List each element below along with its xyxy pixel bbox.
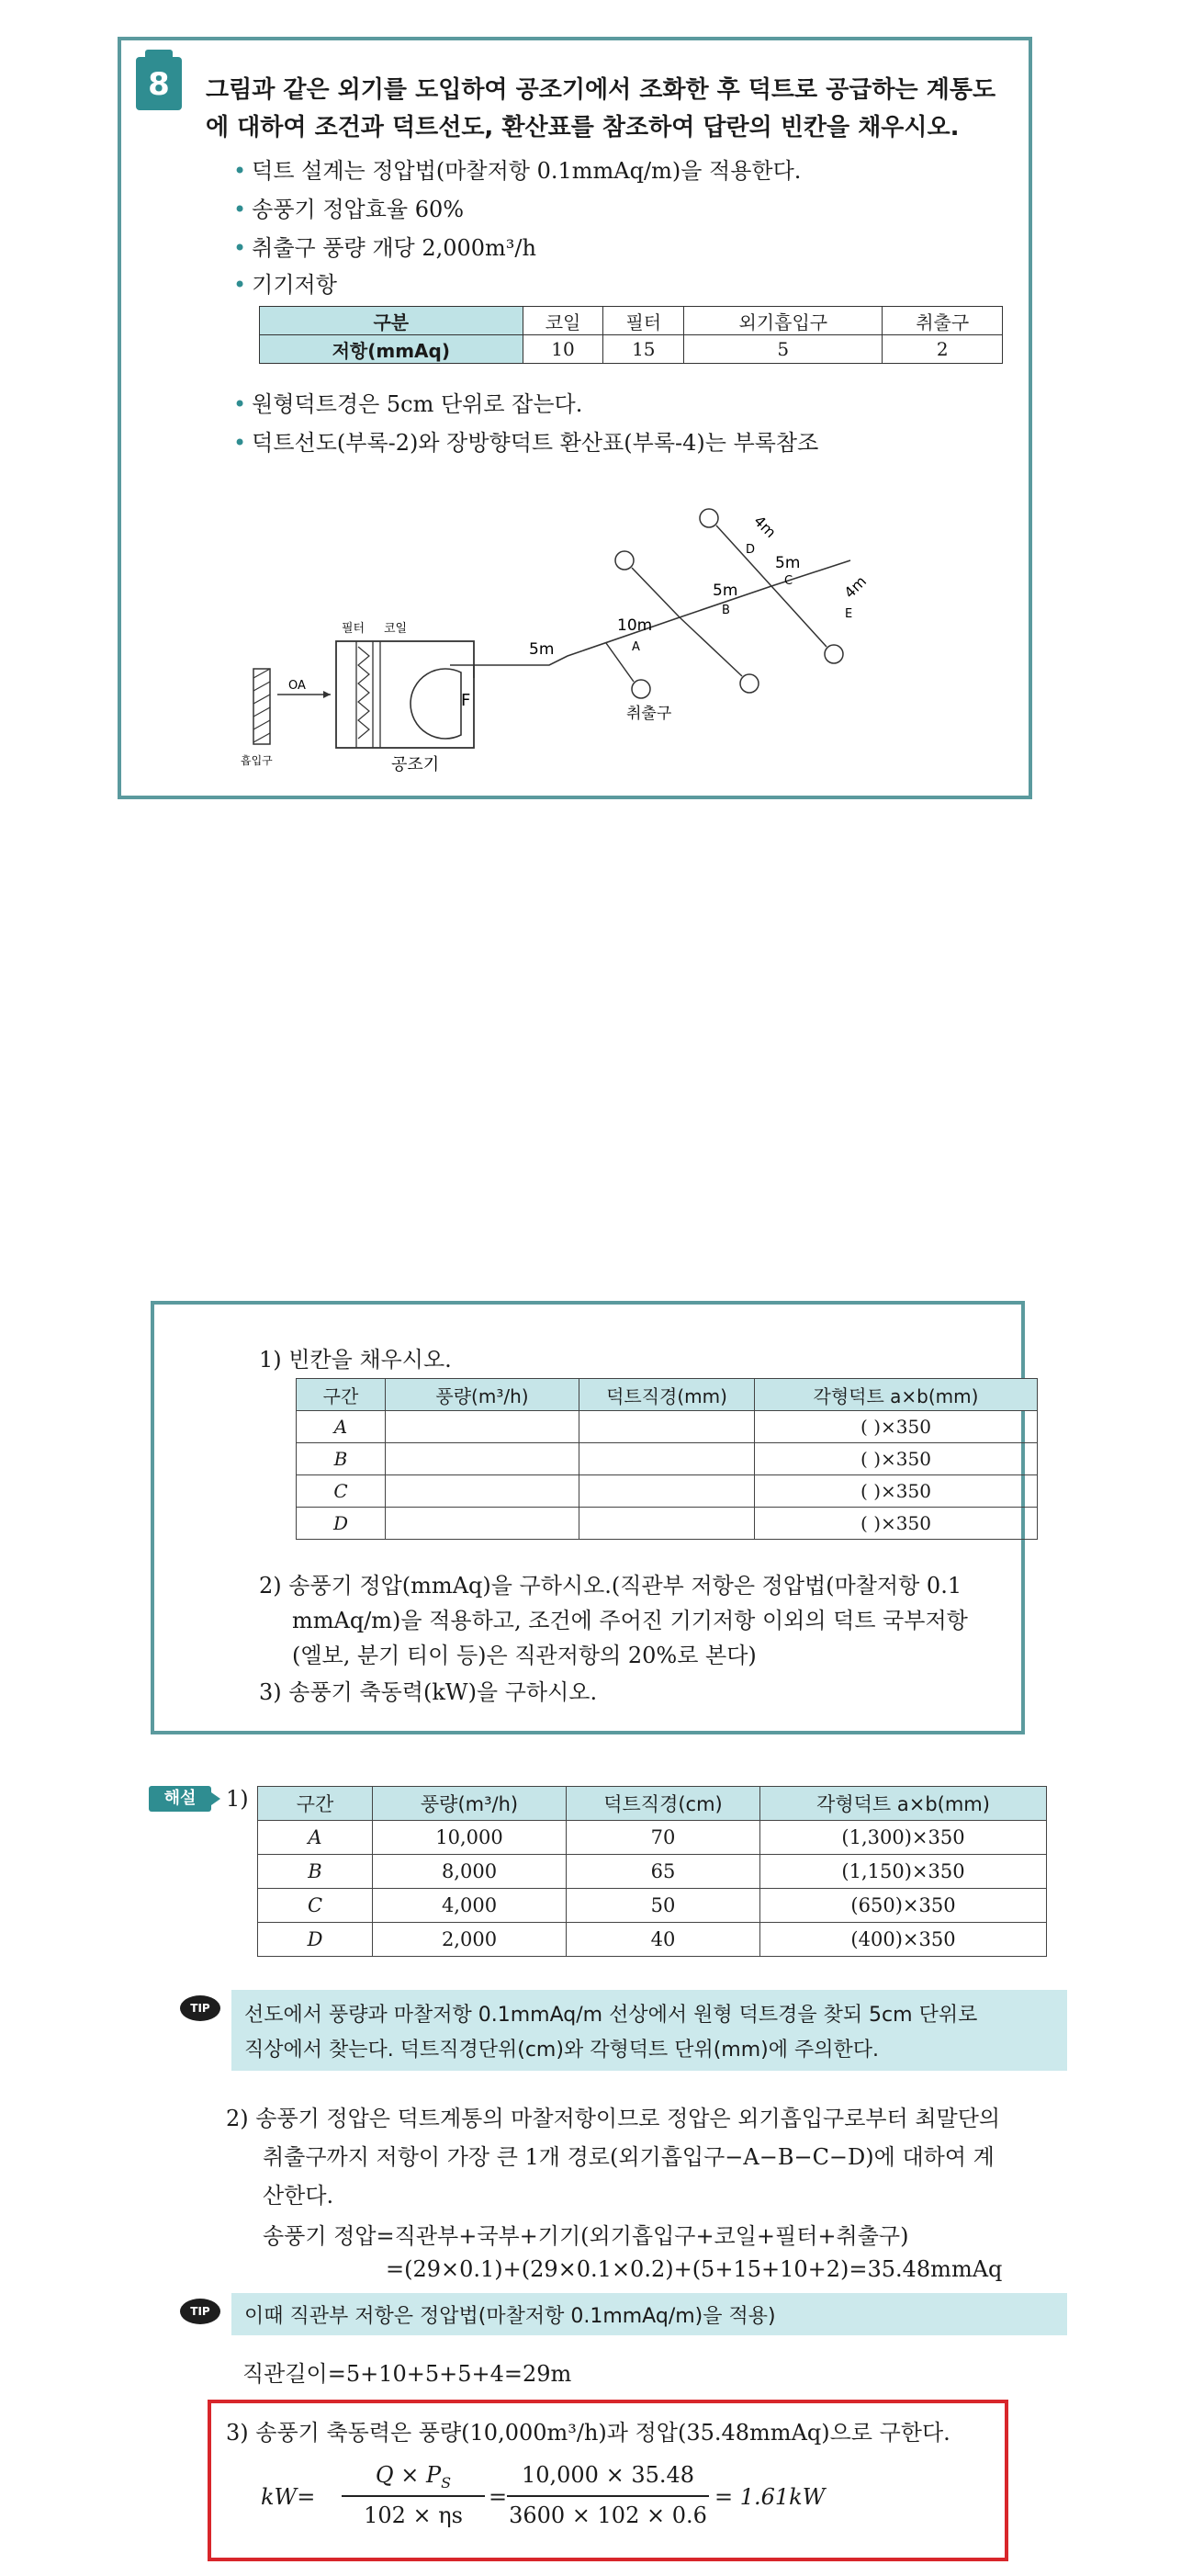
tip-icon: TIP	[180, 1995, 220, 2021]
formula-eq: =	[489, 2484, 508, 2510]
blank-dia-c[interactable]	[579, 1475, 755, 1508]
answer-table	[296, 1378, 1038, 1540]
label-a: A	[632, 640, 640, 654]
condition-3: • 취출구 풍량 개당 2,000m³/h	[233, 235, 536, 261]
outlet-e	[825, 645, 843, 663]
sol2-line2: 취출구까지 저항이 가장 큰 1개 경로(외기흡입구−A−B−C−D)에 대하여 계	[263, 2144, 995, 2170]
q2-line1: 2) 송풍기 정압(mmAq)을 구하시오.(직관부 저항은 정압법(마찰저항 0.1	[259, 1573, 962, 1599]
formula-lhs: kW=	[261, 2484, 316, 2510]
fan-housing	[411, 669, 461, 739]
formula-num2: 10,000 × 35.48	[521, 2462, 695, 2488]
seg-4m-e: 4m	[840, 572, 871, 602]
table-header-row: 구분 코일 필터 외기흡입구 취출구	[260, 307, 1003, 335]
table-row: B ( )×350	[297, 1443, 1038, 1475]
table-header-row: 구간 풍량(m³/h) 덕트직경(cm) 각형덕트 a×b(mm)	[258, 1787, 1047, 1821]
blank-flow-d[interactable]	[386, 1508, 579, 1540]
condition-2: • 송풍기 정압효율 60%	[233, 197, 465, 222]
label-c: C	[784, 574, 793, 588]
outlet-b	[740, 674, 759, 693]
question-number-badge: 8	[136, 57, 182, 110]
table-row: A ( )×350	[297, 1411, 1038, 1443]
sol2-line5: =(29×0.1)+(29×0.1×0.2)+(5+15+10+2)=35.48mmAq	[386, 2256, 1003, 2282]
seg-5m-a: 5m	[529, 640, 555, 659]
solution-num1: 1)	[226, 1786, 249, 1812]
seg-5m-c: 5m	[775, 554, 801, 572]
outlet-label: 취출구	[626, 705, 672, 723]
solution-table	[257, 1786, 1047, 1957]
outlet-b-up	[615, 551, 634, 570]
formula-num1: $Q \times P_S$	[375, 2462, 452, 2491]
outlet-d	[700, 509, 718, 527]
table-row: C 4,000 50 (650)×350	[258, 1889, 1047, 1923]
sol2-line4: 송풍기 정압=직관부+국부+기기(외기흡입구+코일+필터+취출구)	[263, 2223, 909, 2249]
formula-den1: 102 × ηs	[364, 2503, 463, 2528]
condition-5: • 원형덕트경은 5cm 단위로 잡는다.	[233, 391, 583, 417]
solution-badge: 해설	[149, 1786, 211, 1812]
tip-box-1: 선도에서 풍량과 마찰저항 0.1mmAq/m 선상에서 원형 덕트경을 찾되 5cm 단위로 직상에서 찾는다. 덕트직경단위(cm)와 각형덕트 단위(mm)에 주의한다.	[231, 1990, 1067, 2071]
sol2-line1: 2) 송풍기 정압은 덕트계통의 마찰저항이므로 정압은 외기흡입구로부터 최말단의	[226, 2106, 1001, 2131]
tip-icon-2: TIP	[180, 2299, 220, 2324]
table-row: D ( )×350	[297, 1508, 1038, 1540]
blank-dia-a[interactable]	[579, 1411, 755, 1443]
seg-4m-d: 4m	[750, 512, 780, 542]
fraction-bar-1	[342, 2495, 485, 2497]
condition-1: • 덕트 설계는 정압법(마찰저항 0.1mmAq/m)을 적용한다.	[233, 158, 802, 184]
q1-text: 1) 빈칸을 채우시오.	[259, 1347, 452, 1373]
sol2-line3: 산한다.	[263, 2183, 334, 2209]
table-row: 저항(mmAq) 10 15 5 2	[260, 335, 1003, 364]
blank-flow-a[interactable]	[386, 1411, 579, 1443]
q3-text: 3) 송풍기 축동력(kW)을 구하시오.	[259, 1679, 598, 1705]
table-header-row: 구간 풍량(m³/h) 덕트직경(mm) 각형덕트 a×b(mm)	[297, 1379, 1038, 1411]
formula-den2: 3600 × 102 × 0.6	[509, 2503, 707, 2528]
q2-line3: (엘보, 분기 티이 등)은 직관저항의 20%로 본다)	[292, 1643, 757, 1668]
coil-label: 코일	[384, 622, 408, 636]
equipment-resistance-table	[259, 306, 1003, 364]
intake-hatch	[253, 669, 270, 744]
duct-system-diagram	[220, 459, 937, 781]
blank-dia-d[interactable]	[579, 1508, 755, 1540]
table-row: A 10,000 70 (1,300)×350	[258, 1821, 1047, 1855]
table-row: D 2,000 40 (400)×350	[258, 1923, 1047, 1957]
filter-zigzag	[358, 647, 369, 739]
ahu-label: 공조기	[391, 755, 440, 774]
q2-line2: mmAq/m)을 적용하고, 조건에 주어진 기기저항 이외의 덕트 국부저항	[292, 1608, 968, 1633]
label-e: E	[845, 607, 853, 621]
intake-label: 흡입구	[241, 754, 273, 767]
sol3-line1: 3) 송풍기 축동력은 풍량(10,000m³/h)과 정압(35.48mmAq)으로 구한다.	[226, 2420, 950, 2446]
formula-result: = 1.61kW	[714, 2484, 826, 2510]
table-row: B 8,000 65 (1,150)×350	[258, 1855, 1047, 1889]
outlet-a	[632, 680, 650, 698]
blank-dia-b[interactable]	[579, 1443, 755, 1475]
label-d: D	[746, 543, 756, 557]
seg-5m-b: 5m	[713, 582, 738, 600]
fan-label: F	[461, 691, 471, 710]
blank-flow-c[interactable]	[386, 1475, 579, 1508]
oa-label: OA	[288, 679, 306, 693]
seg-10m: 10m	[617, 616, 653, 635]
condition-6: • 덕트선도(부록-2)와 장방향덕트 환산표(부록-4)는 부록참조	[233, 430, 819, 456]
fraction-bar-2	[507, 2495, 709, 2497]
filter-label: 필터	[342, 622, 366, 636]
condition-4: • 기기저항	[233, 272, 337, 298]
tip-box-2: 이때 직관부 저항은 정압법(마찰저항 0.1mmAq/m)을 적용)	[231, 2293, 1067, 2335]
table-row: C ( )×350	[297, 1475, 1038, 1508]
label-b: B	[722, 604, 730, 617]
blank-flow-b[interactable]	[386, 1443, 579, 1475]
question-title: 그림과 같은 외기를 도입하여 공조기에서 조화한 후 덕트로 공급하는 계통도 에 대하여 조건과 덕트선도, 환산표를 참조하여 답란의 빈칸을 채우시오.	[206, 76, 996, 141]
duct-length: 직관길이=5+10+5+5+4=29m	[242, 2361, 572, 2387]
